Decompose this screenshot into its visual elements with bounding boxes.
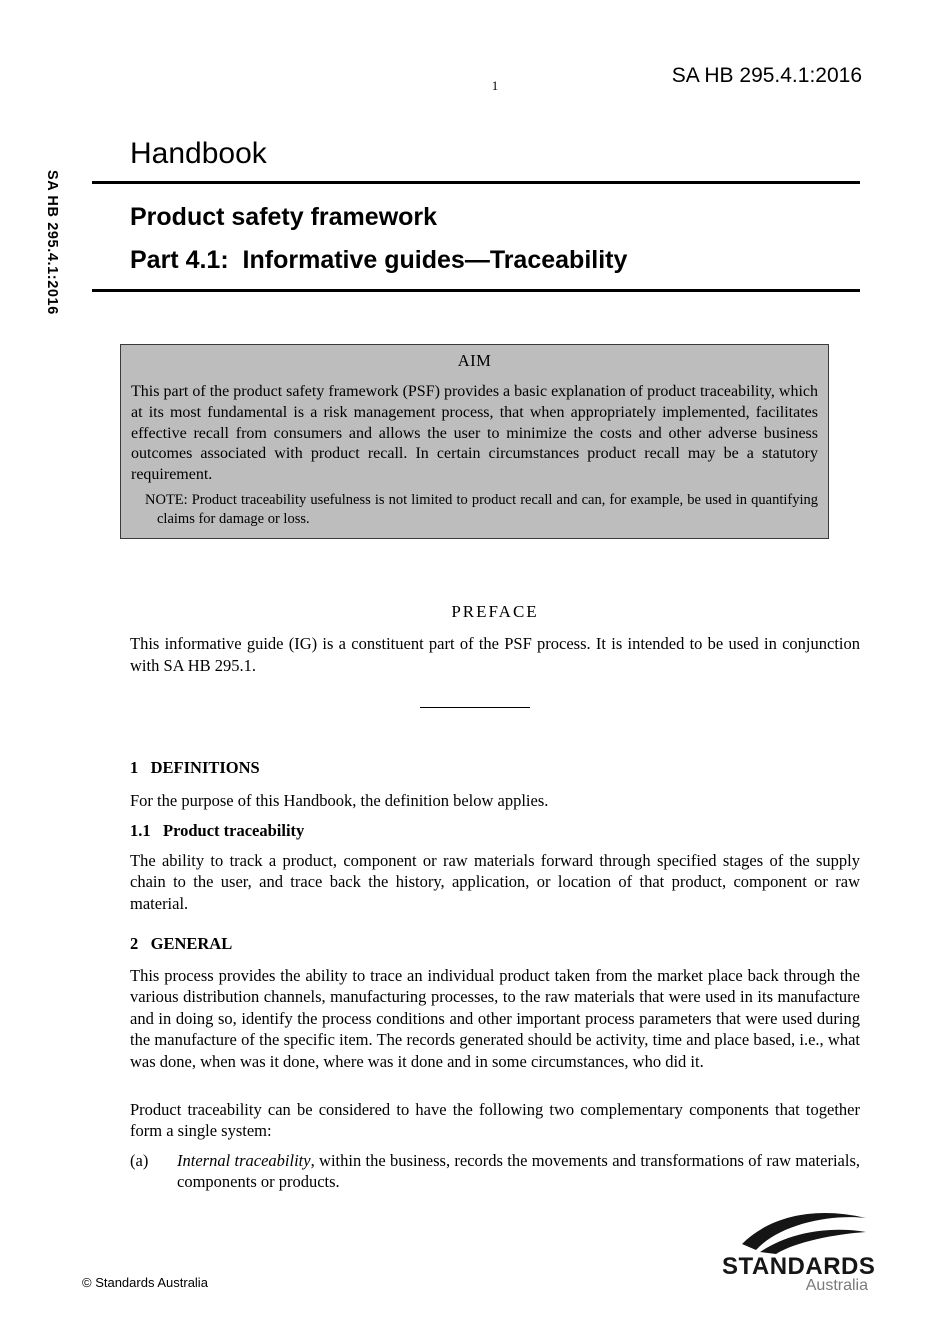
copyright-notice: © Standards Australia [82,1275,208,1290]
preface-paragraph: This informative guide (IG) is a constituent part of the PSF process. It is intended to be used in conjunction with SA HB 295.1. [130,634,860,675]
list-item-a-label: (a) [130,1151,149,1170]
list-item-a [130,1150,860,1193]
title-rule-bottom [92,289,860,292]
aim-box [120,344,829,539]
section-divider-line [420,707,530,708]
logo-australia-text: Australia [805,1277,868,1295]
product-traceability-definition: The ability to track a product, component or raw materials forward through specified stages of the supply chain to the user, and trace back the history, application, or location of that product, component or raw material. [130,851,860,913]
logo-swoosh-icon [740,1210,868,1254]
standards-australia-logo [722,1210,876,1295]
handbook-title: Handbook [130,137,267,170]
list-item-a-term: Internal traceability [177,1151,311,1170]
section-heading-definitions: 1 DEFINITIONS [130,758,260,777]
framework-title: Product safety framework [130,203,438,231]
aim-heading: AIM [457,351,492,370]
part-title: Part 4.1: Informative guides—Traceability [130,246,628,274]
section-heading-general: 2 GENERAL [130,934,233,953]
aim-note-text: NOTE: Product traceability usefulness is not limited to product recall and can, for example, be used in quantifying claims for damage or loss. [145,491,818,527]
general-paragraph-1: This process provides the ability to trace an individual product taken from the market place back through the various distribution channels, manufacturing processes, to the raw materials that were used in its manufacture and in doing so, identify the process conditions and other important process parameters that were used during the manufacture of the specific item. The records generated should be activity, time and place based, i.e., what was done, when was it done, where was it done and in some circumstances, who did it. [130,966,860,1071]
list-item-a-rest: , within the business, records the movements and transformations of raw materials, components or products. [177,1151,860,1192]
subsection-heading-product-traceability: 1.1 Product traceability [130,821,305,840]
preface-heading: PREFACE [451,602,539,621]
page-number: 1 [491,78,499,93]
spine-document-code: SA HB 295.4.1:2016 [44,170,60,315]
logo-standards-text: STANDARDS [722,1253,876,1280]
title-rule-top [92,181,860,184]
aim-body-text: This part of the product safety framework (PSF) provides a basic explanation of product traceability, which at its most fundamental is a risk management process, that when appropriately implemented, facilitates effective recall from consumers and allows the user to minimize the costs and other adverse business outcomes associated with product recall. In certain circumstances product recall may be a statutory requirement. [131,383,818,484]
definitions-intro-paragraph: For the purpose of this Handbook, the definition below applies. [130,791,549,810]
document-code-header: SA HB 295.4.1:2016 [671,64,862,87]
general-paragraph-2: Product traceability can be considered to have the following two complementary components that together form a single system: [130,1100,860,1141]
list-item-a-text [130,1150,860,1193]
